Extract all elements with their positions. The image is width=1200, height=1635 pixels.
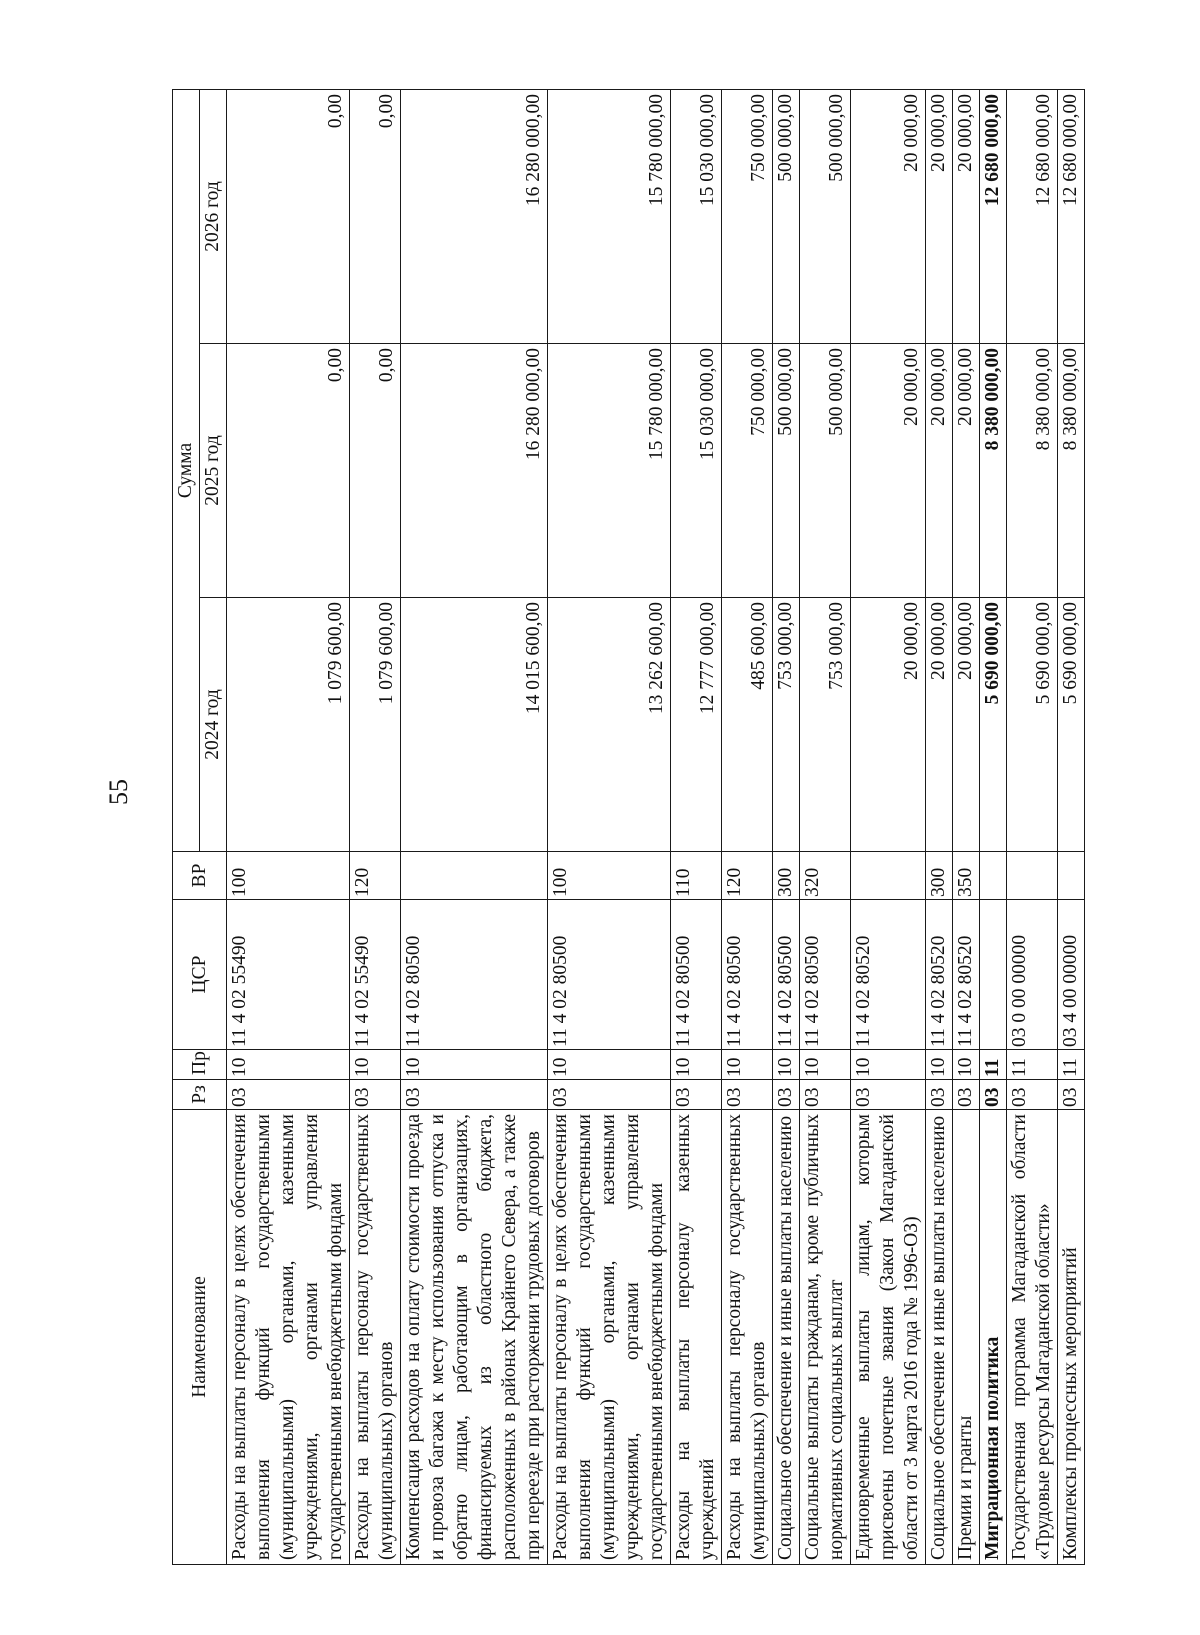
cell-amount-2025: 0,00	[350, 344, 401, 598]
cell-vr: 300	[773, 852, 800, 900]
cell-name: Социальное обеспечение и иные выплаты населению	[773, 1110, 800, 1565]
cell-amount-2025: 750 000,00	[722, 344, 773, 598]
cell-amount-2026: 15 780 000,00	[548, 90, 671, 344]
cell-rz: 03	[671, 1080, 722, 1110]
cell-amount-2026: 500 000,00	[773, 90, 800, 344]
cell-pr: 10	[851, 1050, 926, 1080]
header-vr: ВР	[173, 852, 227, 900]
page-number: 55	[104, 779, 133, 805]
header-sum: Сумма	[173, 90, 200, 852]
cell-pr: 10	[953, 1050, 980, 1080]
cell-rz: 03	[980, 1080, 1007, 1110]
cell-amount-2024: 1 079 600,00	[227, 598, 350, 852]
cell-name: Расходы на выплаты персоналу казенных учреждений	[671, 1110, 722, 1565]
cell-pr: 11	[1007, 1050, 1058, 1080]
cell-name: Расходы на выплаты персоналу в целях обеспечения выполнения функций государственными (муниципальными) органами, казенными учреждениями, органами управления государственными внебюджетными фондами	[548, 1110, 671, 1565]
cell-rz: 03	[722, 1080, 773, 1110]
cell-vr: 100	[227, 852, 350, 900]
cell-amount-2024: 5 690 000,00	[980, 598, 1007, 852]
table-row	[953, 90, 980, 1565]
cell-amount-2026: 15 030 000,00	[671, 90, 722, 344]
table-body	[227, 90, 1085, 1565]
cell-vr: 350	[953, 852, 980, 900]
cell-amount-2025: 8 380 000,00	[1058, 344, 1085, 598]
cell-pr: 10	[227, 1050, 350, 1080]
header-year-2024: 2024 год	[200, 598, 227, 852]
cell-vr: 320	[800, 852, 851, 900]
cell-pr: 11	[1058, 1050, 1085, 1080]
cell-vr: 100	[548, 852, 671, 900]
header-year-2025: 2025 год	[200, 344, 227, 598]
cell-amount-2026: 12 680 000,00	[1007, 90, 1058, 344]
cell-amount-2025: 8 380 000,00	[980, 344, 1007, 598]
cell-pr: 10	[350, 1050, 401, 1080]
table-row	[851, 90, 926, 1565]
cell-amount-2025: 16 280 000,00	[401, 344, 548, 598]
cell-amount-2025: 0,00	[227, 344, 350, 598]
cell-rz: 03	[1058, 1080, 1085, 1110]
cell-name: Расходы на выплаты персоналу в целях обеспечения выполнения функций государственными (муниципальными) органами, казенными учреждениями, органами управления государственными внебюджетными фондами	[227, 1110, 350, 1565]
table-row	[926, 90, 953, 1565]
cell-csr: 11 4 02 80520	[926, 900, 953, 1050]
cell-csr: 11 4 02 80500	[671, 900, 722, 1050]
table-row	[980, 90, 1007, 1565]
cell-amount-2024: 5 690 000,00	[1007, 598, 1058, 852]
cell-name: Комплексы процессных мероприятий	[1058, 1110, 1085, 1565]
cell-amount-2024: 753 000,00	[773, 598, 800, 852]
cell-csr: 11 4 02 80500	[401, 900, 548, 1050]
cell-amount-2026: 12 680 000,00	[1058, 90, 1085, 344]
cell-csr: 03 0 00 00000	[1007, 900, 1058, 1050]
table-row	[548, 90, 671, 1565]
cell-amount-2025: 15 030 000,00	[671, 344, 722, 598]
cell-pr: 10	[548, 1050, 671, 1080]
header-year-2026: 2026 год	[200, 90, 227, 344]
cell-rz: 03	[227, 1080, 350, 1110]
table-row	[350, 90, 401, 1565]
cell-amount-2025: 500 000,00	[800, 344, 851, 598]
cell-amount-2026: 20 000,00	[953, 90, 980, 344]
cell-amount-2026: 16 280 000,00	[401, 90, 548, 344]
cell-pr: 11	[980, 1050, 1007, 1080]
cell-csr: 11 4 02 80500	[548, 900, 671, 1050]
cell-csr: 11 4 02 80500	[722, 900, 773, 1050]
table-row	[671, 90, 722, 1565]
table-row	[401, 90, 548, 1565]
table-row	[227, 90, 350, 1565]
cell-amount-2025: 500 000,00	[773, 344, 800, 598]
table-row	[773, 90, 800, 1565]
cell-amount-2025: 15 780 000,00	[548, 344, 671, 598]
cell-name: Премии и гранты	[953, 1110, 980, 1565]
cell-csr: 11 4 02 80500	[773, 900, 800, 1050]
cell-pr: 10	[773, 1050, 800, 1080]
cell-rz: 03	[773, 1080, 800, 1110]
cell-vr: 110	[671, 852, 722, 900]
cell-amount-2024: 12 777 000,00	[671, 598, 722, 852]
cell-rz: 03	[953, 1080, 980, 1110]
table-row	[1007, 90, 1058, 1565]
cell-pr: 10	[722, 1050, 773, 1080]
cell-vr	[1007, 852, 1058, 900]
cell-amount-2026: 12 680 000,00	[980, 90, 1007, 344]
cell-amount-2026: 750 000,00	[722, 90, 773, 344]
cell-amount-2026: 0,00	[227, 90, 350, 344]
header-rz: Рз	[173, 1080, 227, 1110]
cell-amount-2024: 753 000,00	[800, 598, 851, 852]
cell-amount-2026: 500 000,00	[800, 90, 851, 344]
cell-rz: 03	[851, 1080, 926, 1110]
header-pr: Пр	[173, 1050, 227, 1080]
cell-rz: 03	[800, 1080, 851, 1110]
cell-name: Социальное обеспечение и иные выплаты населению	[926, 1110, 953, 1565]
cell-name: Единовременные выплаты лицам, которым присвоены почетные звания (Закон Магаданской области от 3 марта 2016 года № 1996-ОЗ)	[851, 1110, 926, 1565]
cell-amount-2026: 20 000,00	[926, 90, 953, 344]
cell-amount-2024: 5 690 000,00	[1058, 598, 1085, 852]
cell-vr	[980, 852, 1007, 900]
cell-name: Социальные выплаты гражданам, кроме публичных нормативных социальных выплат	[800, 1110, 851, 1565]
cell-vr	[851, 852, 926, 900]
cell-csr: 11 4 02 55490	[227, 900, 350, 1050]
cell-amount-2025: 20 000,00	[926, 344, 953, 598]
cell-name: Расходы на выплаты персоналу государственных (муниципальных) органов	[350, 1110, 401, 1565]
cell-name: Миграционная политика	[980, 1110, 1007, 1565]
cell-amount-2024: 20 000,00	[851, 598, 926, 852]
cell-amount-2026: 0,00	[350, 90, 401, 344]
cell-amount-2024: 20 000,00	[926, 598, 953, 852]
cell-csr	[980, 900, 1007, 1050]
cell-csr: 11 4 02 55490	[350, 900, 401, 1050]
cell-pr: 10	[671, 1050, 722, 1080]
cell-pr: 10	[926, 1050, 953, 1080]
cell-amount-2024: 14 015 600,00	[401, 598, 548, 852]
cell-vr	[1058, 852, 1085, 900]
table-row	[1058, 90, 1085, 1565]
cell-amount-2026: 20 000,00	[851, 90, 926, 344]
cell-vr: 300	[926, 852, 953, 900]
cell-rz: 03	[350, 1080, 401, 1110]
cell-pr: 10	[401, 1050, 548, 1080]
cell-pr: 10	[800, 1050, 851, 1080]
cell-amount-2025: 20 000,00	[953, 344, 980, 598]
cell-rz: 03	[1007, 1080, 1058, 1110]
cell-vr	[401, 852, 548, 900]
cell-rz: 03	[401, 1080, 548, 1110]
budget-table-container	[172, 90, 1081, 1565]
table-header	[173, 90, 227, 1565]
cell-rz: 03	[548, 1080, 671, 1110]
cell-name: Государственная программа Магаданской области «Трудовые ресурсы Магаданской области»	[1007, 1110, 1058, 1565]
cell-csr: 11 4 02 80500	[800, 900, 851, 1050]
header-csr: ЦСР	[173, 900, 227, 1050]
cell-amount-2024: 20 000,00	[953, 598, 980, 852]
cell-amount-2024: 1 079 600,00	[350, 598, 401, 852]
cell-rz: 03	[926, 1080, 953, 1110]
cell-amount-2024: 485 600,00	[722, 598, 773, 852]
cell-csr: 03 4 00 00000	[1058, 900, 1085, 1050]
table-row	[800, 90, 851, 1565]
cell-csr: 11 4 02 80520	[953, 900, 980, 1050]
cell-amount-2025: 8 380 000,00	[1007, 344, 1058, 598]
table-row	[722, 90, 773, 1565]
cell-name: Расходы на выплаты персоналу государственных (муниципальных) органов	[722, 1110, 773, 1565]
budget-table	[172, 89, 1085, 1565]
cell-vr: 120	[722, 852, 773, 900]
cell-name: Компенсация расходов на оплату стоимости проезда и провоза багажа к месту использования отпуска и обратно лицам, работающим в организациях, финансируемых из областного бюджета, расположенных в районах Крайнего Севера, а также при переезде при расторжении трудовых договоров	[401, 1110, 548, 1565]
cell-amount-2025: 20 000,00	[851, 344, 926, 598]
cell-amount-2024: 13 262 600,00	[548, 598, 671, 852]
cell-vr: 120	[350, 852, 401, 900]
header-name: Наименование	[173, 1110, 227, 1565]
cell-csr: 11 4 02 80520	[851, 900, 926, 1050]
